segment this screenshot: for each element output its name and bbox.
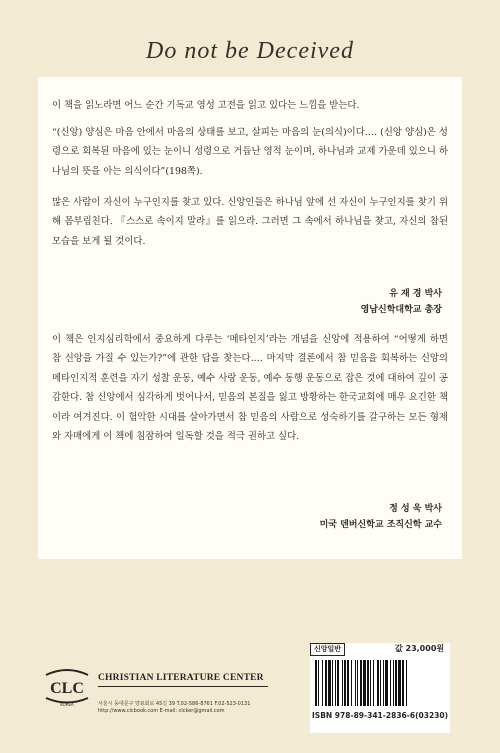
barcode-bar (344, 660, 346, 706)
barcode-bar (347, 660, 349, 706)
clc-logo-sub: KOREA (60, 702, 74, 707)
barcode-bar (322, 660, 323, 706)
review2-name: 정 성 욱 박사 (389, 504, 442, 514)
barcode-bar (373, 660, 374, 706)
barcode-bar (335, 660, 336, 706)
price-label: 값 23,000원 (395, 644, 445, 653)
review1-paragraph-1: 이 책을 읽노라면 어느 순간 기독교 영성 고전을 읽고 있다는 느낌을 받는다. (52, 100, 360, 111)
barcode-bar (337, 660, 339, 706)
barcode-bar (332, 660, 333, 706)
barcode-bar (370, 660, 371, 706)
publisher-block (42, 667, 272, 727)
barcode-bar (325, 660, 327, 706)
barcode-bar (357, 660, 358, 706)
barcode-bar (377, 660, 379, 706)
barcode-bar (367, 660, 369, 706)
category-label: 신앙일반 (310, 643, 345, 656)
cover-title: Do not be Deceived (146, 38, 354, 64)
review1-paragraph-2: “(신앙) 양심은 마음 안에서 마음의 상태를 보고, 살피는 마음의 눈(의식)이다.… (신앙 양심)은 성령으로 회복된 마음에 있는 눈이니 성령으로 거듭난 영적 눈이며, 하나님과 교제 가운데 있으니 하나님의 뜻을 아는 의식이다”(198쪽). (52, 127, 448, 177)
barcode-bar (395, 660, 397, 706)
barcode-bar (342, 660, 343, 706)
review2-signature (320, 501, 442, 533)
barcode-bar (355, 660, 356, 706)
clc-logo-text: CLC (50, 680, 84, 697)
publisher-address: 서울시 동대문구 양표회로 45길 39 T.02-586-8761 F.02-523-0131 (98, 701, 251, 707)
barcode-bar (351, 660, 352, 706)
review1-paragraph-3: 많은 사람이 자신이 누구인지를 찾고 있다. 신앙인들은 하나님 앞에 선 자신이 누구인지를 찾기 위해 몸부림친다. 『스스로 속이지 말라』를 읽으라. 그러면 그 속에서 하나님을 찾고, 자신의 참된 모습을 보게 될 것이다. (52, 197, 448, 247)
barcode-bar (402, 660, 404, 706)
barcode-bar (383, 660, 384, 706)
barcode-bar (318, 660, 319, 706)
publisher-divider (98, 686, 268, 687)
barcode-bar (406, 660, 407, 706)
barcode-bar (390, 660, 391, 706)
publisher-name: CHRISTIAN LITERATURE CENTER (98, 673, 264, 683)
barcode-bar (315, 660, 317, 706)
clc-logo-icon (42, 667, 92, 707)
barcode-bar (385, 660, 388, 706)
barcode-bar (328, 660, 331, 706)
review2-affiliation: 미국 덴버신학교 조직신학 교수 (319, 520, 442, 530)
barcode-bar (393, 660, 394, 706)
isbn-label: ISBN 978-89-341-2836-6(03230) (312, 711, 449, 720)
barcode-icon (313, 660, 449, 706)
review2-paragraph-1: 이 책은 인지심리학에서 중요하게 다루는 ‘메타인지’라는 개념을 신앙에 적용하여 “어떻게 하면 참 신앙을 가질 수 있는가?”에 관한 답을 찾는다.… 마지막 결론에서 참 믿음을 회복하는 신앙의 메타인지적 훈련을 자기 성찰 운동, 예수 사랑 운동, 예수 동행 운동으로 잡은 것에 대하여 깊이 공감한다. 참 신앙에서 심각하게 벗어나서, 믿음의 본질을 잃고 방황하는 한국교회에 매우 요긴한 책이라 여겨진다. 이 험악한 시대를 살아가면서 참 믿음의 사람으로 성숙하기를 갈구하는 모든 형제와 자매에게 이 책에 침잠하여 일독할 것을 적극 권하고 싶다. (52, 334, 448, 443)
review1-signature (361, 286, 442, 318)
review1-affiliation: 영남신학대학교 총장 (360, 305, 442, 315)
barcode-bar (363, 660, 366, 706)
publisher-web: http://www.clcbook.com E-mail: clcker@gmail.com (98, 708, 225, 714)
barcode-bar (398, 660, 401, 706)
review1-name: 유 재 경 박사 (389, 289, 442, 299)
barcode-bar (380, 660, 381, 706)
barcode-bar (360, 660, 362, 706)
